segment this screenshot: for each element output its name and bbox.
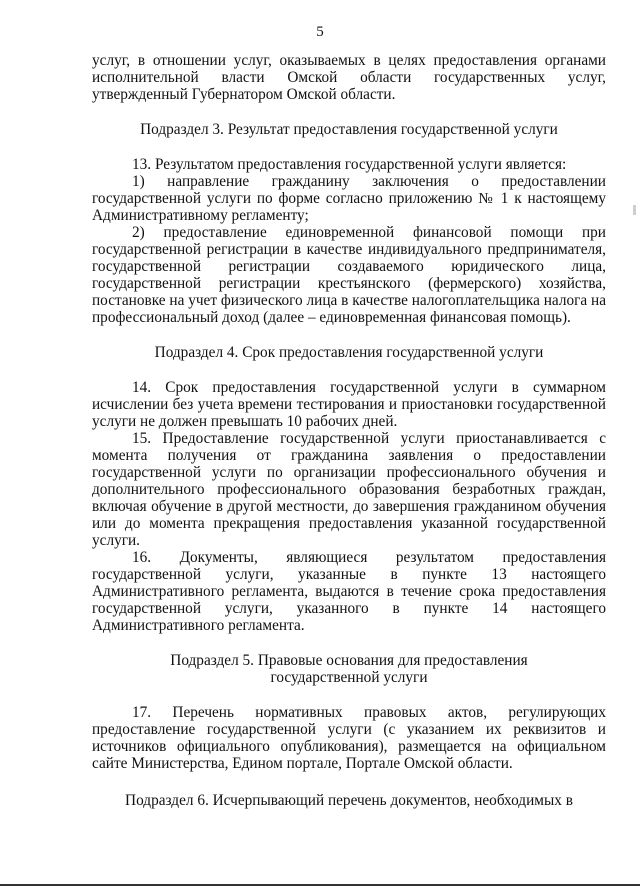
section-3-heading: Подраздел 3. Результат предоставления государственной услуги xyxy=(140,121,558,138)
section-5-heading xyxy=(92,652,606,686)
paragraph-14: 14. Срок предоставления государственной услуги в суммарном исчислении без учета времени тестирования и приостановки государственной услуги не должен превышать 10 рабочих дней. xyxy=(92,379,606,430)
list-item-1: 1) направление гражданину заключения о предоставлении государственной услуги по форме согласно приложению № 1 к настоящему Административному регламенту; xyxy=(92,173,606,224)
paragraph-16: 16. Документы, являющиеся результатом предоставления государственной услуги, указанные в пункте 13 настоящего Административного регламента, выдаются в течение срока предоставления государственной услуги, указанного в пункте 14 настоящего Административного регламента. xyxy=(92,549,606,634)
section-5-heading-line-1: Подраздел 5. Правовые основания для предоставления xyxy=(170,652,528,669)
paragraph-17: 17. Перечень нормативных правовых актов, регулирующих предоставление государственной услуги (с указанием их реквизитов и источников официального опубликования), размещается на официальном сайте Министерства, Едином портале, Портале Омской области. xyxy=(92,704,606,772)
scan-bottom-edge xyxy=(0,884,640,886)
page-number: 5 xyxy=(316,24,324,40)
scan-edge-mark xyxy=(633,205,636,215)
paragraph-15: 15. Предоставление государственной услуги приостанавливается с момента получения от гражданина заявления о предоставлении государственной услуги по организации профессионального обучения и дополнительного профессионального образования безработных граждан, включая обучение в другой местности, до завершения гражданином обучения или до момента прекращения предоставления указанной государственной услуги. xyxy=(92,430,606,549)
section-6-heading: Подраздел 6. Исчерпывающий перечень документов, необходимых в xyxy=(125,792,573,809)
document-body xyxy=(92,52,606,809)
section-4-heading: Подраздел 4. Срок предоставления государственной услуги xyxy=(154,344,544,361)
list-item-2: 2) предоставление единовременной финансовой помощи при государственной регистрации в качестве индивидуального предпринимателя, государственной регистрации создаваемого юридического лица, государственной регистрации крестьянского (фермерского) хозяйства, постановке на учет физического лица в качестве налогоплательщика налога на профессиональный доход (далее – единовременная финансовая помощь). xyxy=(92,224,606,326)
paragraph-13: 13. Результатом предоставления государственной услуги является: xyxy=(132,156,567,173)
section-5-heading-line-2: государственной услуги xyxy=(270,669,428,686)
intro-paragraph: услуг, в отношении услуг, оказываемых в целях предоставления органами исполнительной власти Омской области государственных услуг, утвержденный Губернатором Омской области. xyxy=(92,52,606,103)
